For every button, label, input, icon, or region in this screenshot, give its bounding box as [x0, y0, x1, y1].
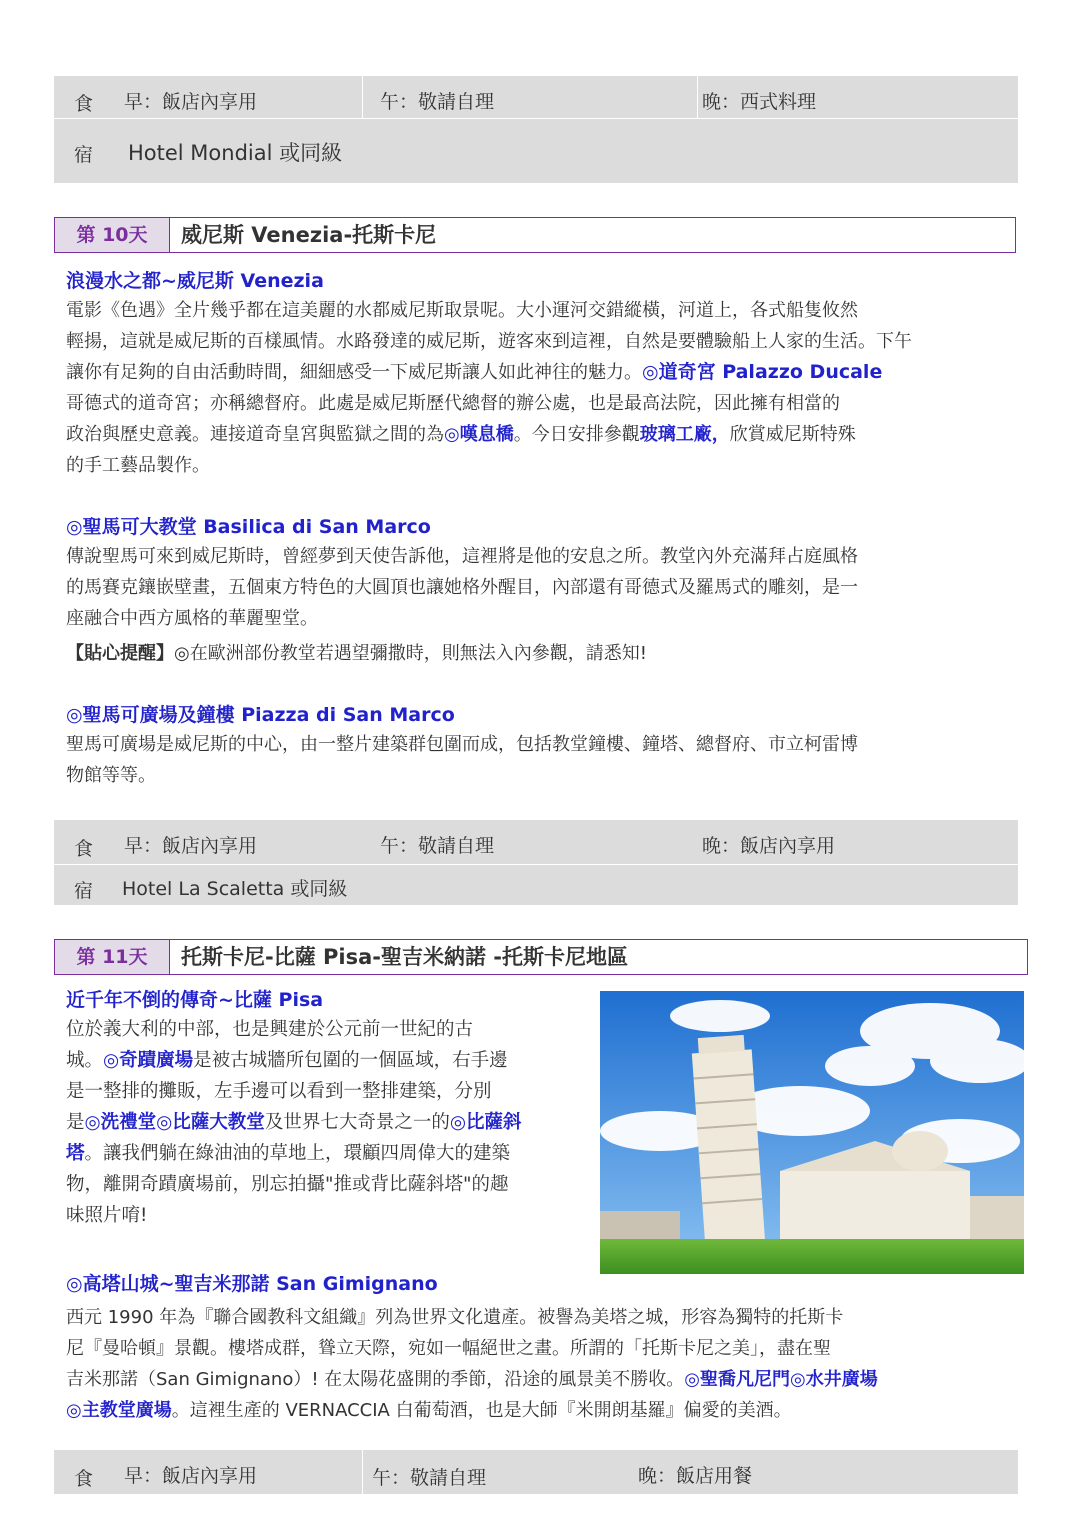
- link-palazzo-ducale: ◎道奇宮 Palazzo Ducale: [642, 361, 883, 383]
- day11-badge: 第 11天: [55, 940, 170, 974]
- day11-title: 托斯卡尼-比薩 Pisa-聖吉米納諾 -托斯卡尼地區: [181, 945, 629, 969]
- hotel-text: Hotel Mondial 或同級: [128, 141, 343, 165]
- breakfast-text: 早：飯店內享用: [124, 835, 258, 857]
- food-icon: 食: [74, 1468, 94, 1490]
- day10-section-basilica: ◎聖馬可大教堂 Basilica di San Marco: [66, 516, 431, 538]
- meal-block-day11: [54, 1450, 1018, 1494]
- pisa-photo: [600, 991, 1024, 1274]
- day11-pisa-paragraph: 位於義大利的中部，也是興建於公元前一世紀的古 城。◎奇蹟廣場是被古城牆所包圍的一個區域，右手邊 是一整排的攤販，左手邊可以看到一整排建築，分別 是◎洗禮堂◎比薩大教堂及世界七大奇景之一的◎比薩斜 塔。讓我們躺在綠油油的草地上，環顧四周偉大的建築 物，離開奇蹟廣場前，別忘拍攝"推或背比薩斜塔"的趣 味照片唷!: [66, 1019, 522, 1226]
- day11-header: [54, 939, 1028, 975]
- meal-block-day9: [54, 76, 1018, 183]
- breakfast-text: 早：飯店內享用: [124, 1465, 258, 1487]
- dinner-text: 晚：西式料理: [702, 91, 817, 113]
- lunch-text: 午：敬請自理: [372, 1467, 487, 1489]
- stay-icon: 宿: [74, 144, 94, 166]
- day10-title: 威尼斯 Venezia-托斯卡尼: [181, 223, 437, 247]
- food-icon: 食: [74, 93, 94, 115]
- day10-badge: 第 10天: [55, 218, 170, 252]
- stay-icon: 宿: [74, 880, 94, 902]
- day10-header: [54, 217, 1016, 253]
- day10-piazza-paragraph: 聖馬可廣場是威尼斯的中心，由一整片建築群包圍而成，包括教堂鐘樓、鐘塔、總督府、市立柯雷博 物館等等。: [66, 734, 858, 786]
- day11-san-gimignano-paragraph: 西元 1990 年為『聯合國教科文組織』列為世界文化遺產。被譽為美塔之城，形容為獨特的托斯卡 尼『曼哈頓』景觀。樓塔成群，聳立天際，宛如一幅絕世之畫。所謂的「托斯卡尼之美」，盡在聖 吉米那諾（San Gimignano）! 在太陽花盛開的季節，沿途的風景美不勝收。◎聖喬凡尼門◎水井廣場 ◎主教堂廣場。這裡生產的 VERNACCIA 白葡萄酒，也是大師『米開朗基羅』偏愛的美酒。: [66, 1307, 878, 1421]
- dinner-text: 晚：飯店用餐: [638, 1465, 753, 1487]
- day10-section-venice: 浪漫水之都~威尼斯 Venezia: [66, 270, 324, 292]
- food-icon: 食: [74, 838, 94, 860]
- day10-basilica-paragraph: 傳說聖馬可來到威尼斯時，曾經夢到天使告訴他，這裡將是他的安息之所。教堂內外充滿拜占庭風格 的馬賽克鑲嵌壁畫，五個東方特色的大圓頂也讓她格外醒目，內部還有哥德式及羅馬式的雕刻，是一 座融合中西方風格的華麗聖堂。 【貼心提醒】◎在歐洲部份教堂若遇望彌撒時，則無法入內參觀，請悉知!: [66, 541, 1016, 669]
- meal-block-day10: [54, 820, 1018, 905]
- breakfast-text: 早：飯店內享用: [124, 91, 258, 113]
- tip-note: 【貼心提醒】◎在歐洲部份教堂若遇望彌撒時，則無法入內參觀，請悉知!: [66, 643, 647, 664]
- day11-section-san-gimignano: ◎高塔山城~聖吉米那諾 San Gimignano: [66, 1273, 438, 1295]
- day11-section-pisa: 近千年不倒的傳奇~比薩 Pisa: [66, 989, 324, 1011]
- dinner-text: 晚：飯店內享用: [702, 835, 836, 857]
- day10-section-piazza: ◎聖馬可廣場及鐘樓 Piazza di San Marco: [66, 704, 455, 726]
- hotel-text: Hotel La Scaletta 或同級: [122, 878, 348, 900]
- lunch-text: 午：敬請自理: [380, 91, 495, 113]
- day10-venice-paragraph: 電影《色遇》全片幾乎都在這美麗的水都威尼斯取景呢。大小運河交錯縱橫，河道上，各式船隻攸然 輕揚，這就是威尼斯的百樣風情。水路發達的威尼斯，遊客來到這裡，自然是要體驗船上人家的生活。下午 讓你有足夠的自由活動時間，細細感受一下威尼斯讓人如此神往的魅力。◎道奇宮 Palazzo Ducale 哥德式的道奇宮；亦稱總督府。此處是威尼斯歷代總督的辦公處，也是最高法院，因此擁有相當的 政治與歷史意義。連接道奇皇宮與監獄之間的為◎嘆息橋。今日安排參觀玻璃工廠，欣賞威尼斯特殊 的手工藝品製作。: [66, 300, 912, 476]
- lunch-text: 午：敬請自理: [380, 835, 495, 857]
